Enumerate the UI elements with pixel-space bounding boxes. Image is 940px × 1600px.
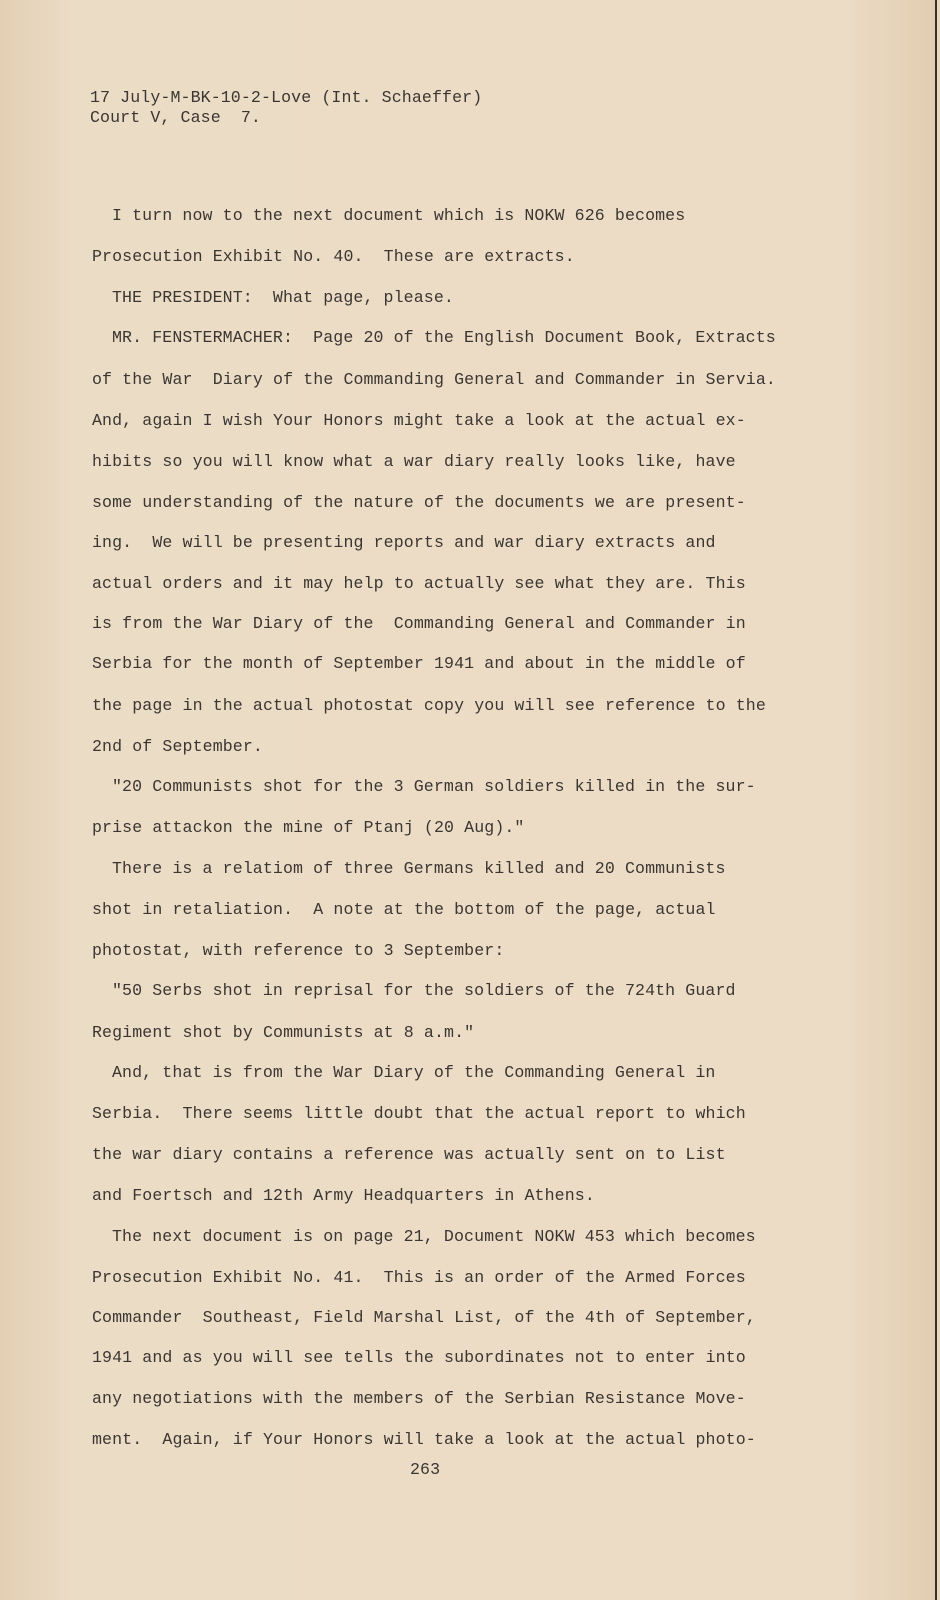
text-line: Prosecution Exhibit No. 41. This is an order of the Armed Forces: [92, 1268, 746, 1287]
text-line: And, again I wish Your Honors might take a look at the actual ex-: [92, 411, 746, 430]
text-line: "50 Serbs shot in reprisal for the soldiers of the 724th Guard: [112, 981, 736, 1000]
text-line: any negotiations with the members of the Serbian Resistance Move-: [92, 1389, 746, 1408]
text-line: And, that is from the War Diary of the Commanding General in: [112, 1063, 716, 1082]
text-line: Commander Southeast, Field Marshal List, of the 4th of September,: [92, 1308, 756, 1327]
text-line: the page in the actual photostat copy you will see reference to the: [92, 696, 766, 715]
text-line: Regiment shot by Communists at 8 a.m.": [92, 1023, 475, 1042]
text-line: Serbia for the month of September 1941 and about in the middle of: [92, 654, 746, 673]
text-line: of the War Diary of the Commanding General and Commander in Servia.: [92, 370, 776, 389]
text-line: "20 Communists shot for the 3 German soldiers killed in the sur-: [112, 777, 756, 796]
text-line: actual orders and it may help to actually see what they are. This: [92, 574, 746, 593]
text-line: Serbia. There seems little doubt that the actual report to which: [92, 1104, 746, 1123]
text-line: ing. We will be presenting reports and war diary extracts and: [92, 533, 716, 552]
text-line: The next document is on page 21, Document NOKW 453 which becomes: [112, 1227, 756, 1246]
text-line: There is a relatiom of three Germans killed and 20 Communists: [112, 859, 726, 878]
text-line: ment. Again, if Your Honors will take a look at the actual photo-: [92, 1430, 756, 1449]
text-line: prise attackon the mine of Ptanj (20 Aug).": [92, 818, 525, 837]
header-line-2: Court V, Case 7.: [90, 108, 261, 127]
text-line: some understanding of the nature of the documents we are present-: [92, 493, 746, 512]
page-number: 263: [410, 1460, 441, 1479]
text-line: hibits so you will know what a war diary really looks like, have: [92, 452, 736, 471]
header-line-1: 17 July-M-BK-10-2-Love (Int. Schaeffer): [90, 88, 483, 107]
text-line: I turn now to the next document which is NOKW 626 becomes: [112, 206, 686, 225]
text-line: photostat, with reference to 3 September:: [92, 941, 505, 960]
text-line: 1941 and as you will see tells the subordinates not to enter into: [92, 1348, 746, 1367]
text-line: 2nd of September.: [92, 737, 263, 756]
text-line: the war diary contains a reference was actually sent on to List: [92, 1145, 726, 1164]
text-line: MR. FENSTERMACHER: Page 20 of the English Document Book, Extracts: [112, 328, 776, 347]
text-line: and Foertsch and 12th Army Headquarters in Athens.: [92, 1186, 595, 1205]
text-line: is from the War Diary of the Commanding General and Commander in: [92, 614, 746, 633]
text-line: Prosecution Exhibit No. 40. These are extracts.: [92, 247, 575, 266]
text-line: THE PRESIDENT: What page, please.: [112, 288, 454, 307]
text-line: shot in retaliation. A note at the bottom of the page, actual: [92, 900, 716, 919]
